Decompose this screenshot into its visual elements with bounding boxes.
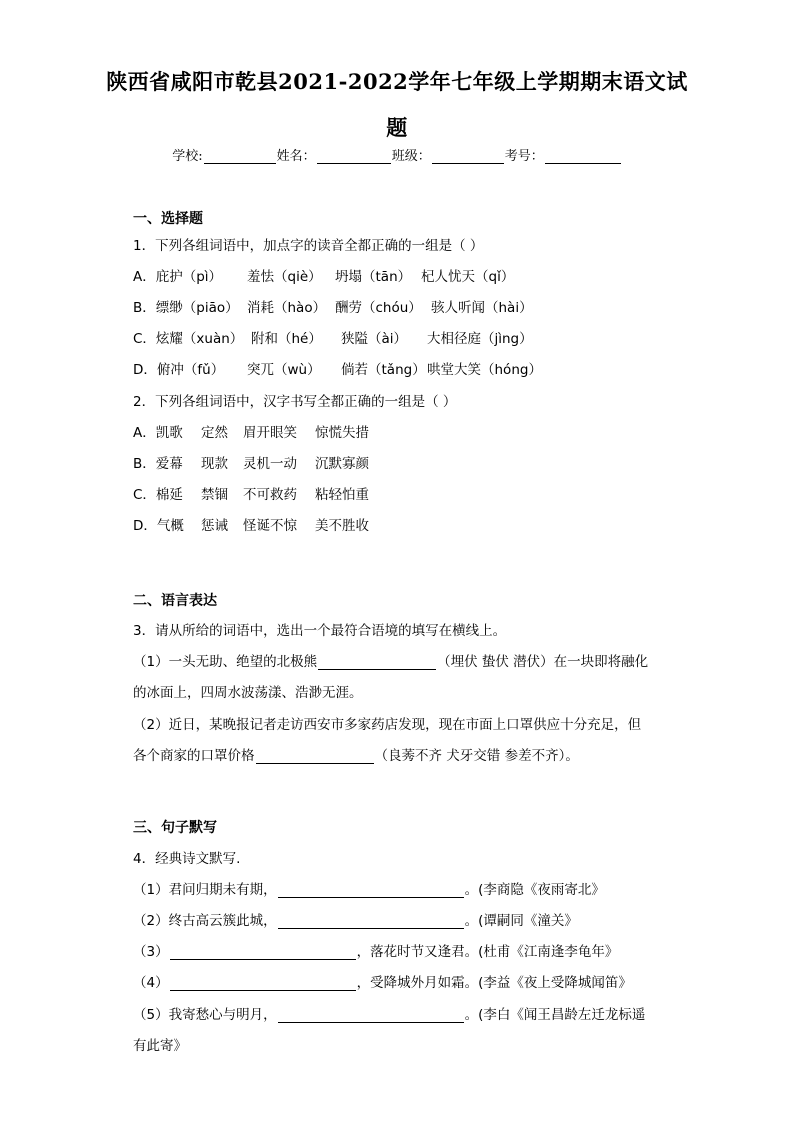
question-4-stem: 4．经典诗文默写. xyxy=(133,851,241,867)
question-4-item-5 xyxy=(133,1003,645,1023)
option-word: C．棉延 xyxy=(133,487,183,503)
option-word: B．爱幕 xyxy=(133,456,183,472)
dictation-prompt: （5）我寄愁心与明月， xyxy=(133,1007,277,1023)
option-word: A．凯歌 xyxy=(133,425,183,441)
option-word: D．俯冲（fǔ） xyxy=(133,362,225,378)
option-word: 沉默寡颜 xyxy=(315,456,369,472)
question-3-1 xyxy=(133,650,648,670)
document-title-continued: 题 xyxy=(386,115,408,140)
dictation-source: ，落花时节又逢君。(杜甫《江南逢李龟年》 xyxy=(356,944,619,960)
question-2-option-c[interactable] xyxy=(133,483,369,503)
school-blank[interactable] xyxy=(204,151,276,164)
question-4-item-5-continued: 有此寄》 xyxy=(133,1038,187,1054)
option-word: 灵机一动 xyxy=(243,456,297,472)
question-4-item-1 xyxy=(133,878,605,898)
option-word: A．庇护（pì） xyxy=(133,269,223,285)
question-1-option-d[interactable] xyxy=(133,358,542,378)
school-label: 学校: xyxy=(172,149,203,164)
option-word: 附和（hé） xyxy=(251,331,322,347)
question-4-item-4 xyxy=(133,971,632,991)
dictation-source: 。(谭嗣同《潼关》 xyxy=(464,913,578,929)
question-3-1-continued: 的冰面上，四周水波荡漾、浩渺无涯。 xyxy=(133,685,363,701)
name-label: 姓名： xyxy=(276,149,316,164)
question-4-item-2 xyxy=(133,909,578,929)
option-word: D．气概 xyxy=(133,518,184,534)
option-word: 定然 xyxy=(201,425,228,441)
question-2-option-b[interactable] xyxy=(133,452,369,472)
q3-1-answer-blank[interactable] xyxy=(318,657,436,670)
question-2-option-d[interactable] xyxy=(133,514,369,534)
option-word: 惊慌失措 xyxy=(315,425,369,441)
dictation-prompt: （4） xyxy=(133,975,169,991)
document-title: 陕西省咸阳市乾县2021-2022学年七年级上学期期末语文试 xyxy=(106,69,688,94)
question-3-2-continued xyxy=(133,744,579,764)
dictation-answer-blank[interactable] xyxy=(170,947,356,960)
name-blank[interactable] xyxy=(317,151,391,164)
dictation-answer-blank[interactable] xyxy=(170,978,356,991)
option-word: 大相径庭（jìng） xyxy=(427,331,533,347)
option-word: 美不胜收 xyxy=(315,518,369,534)
question-3-stem: 3．请从所给的词语中，选出一个最符合语境的填写在横线上。 xyxy=(133,623,507,639)
dictation-answer-blank[interactable] xyxy=(278,1010,464,1023)
dictation-source: ，受降城外月如霜。(李益《夜上受降城闻笛》 xyxy=(356,975,632,991)
q3-1-choices: （埋伏 蛰伏 潜伏）在一块即将融化 xyxy=(437,654,649,670)
option-word: 现款 xyxy=(201,456,228,472)
section-heading-dictation: 三、句子默写 xyxy=(133,820,217,836)
question-1-option-c[interactable] xyxy=(133,327,533,347)
option-word: 不可救药 xyxy=(243,487,297,503)
question-1-option-b[interactable] xyxy=(133,296,533,316)
option-word: C．炫耀（xuàn） xyxy=(133,331,244,347)
dictation-prompt: （1）君问归期未有期， xyxy=(133,882,277,898)
section-heading-expression: 二、语言表达 xyxy=(133,593,217,609)
q3-2-text: 各个商家的口罩价格 xyxy=(133,748,255,764)
option-word: 粘轻怕重 xyxy=(315,487,369,503)
option-word: 杞人忧天（qǐ） xyxy=(421,269,515,285)
option-word: 酬劳（chóu） xyxy=(335,300,422,316)
option-word: 突兀（wù） xyxy=(247,362,321,378)
class-label: 班级： xyxy=(391,149,431,164)
section-heading-choice: 一、选择题 xyxy=(133,211,203,227)
q3-1-text: （1）一头无助、绝望的北极熊 xyxy=(133,654,318,670)
student-info-row xyxy=(0,145,794,164)
dictation-source: 。(李白《闻王昌龄左迁龙标遥 xyxy=(464,1007,646,1023)
dictation-answer-blank[interactable] xyxy=(278,916,464,929)
option-word: 惩诫 xyxy=(201,518,228,534)
class-blank[interactable] xyxy=(432,151,504,164)
question-3-2: （2）近日，某晚报记者走访西安市多家药店发现，现在市面上口罩供应十分充足，但 xyxy=(133,717,642,733)
exam-no-blank[interactable] xyxy=(545,151,621,164)
option-word: 羞怯（qiè） xyxy=(247,269,322,285)
dictation-prompt: （2）终古高云簇此城， xyxy=(133,913,277,929)
option-word: 坍塌（tān） xyxy=(335,269,412,285)
question-2-option-a[interactable] xyxy=(133,421,369,441)
q3-2-answer-blank[interactable] xyxy=(256,751,374,764)
option-word: B．缥缈（piāo） xyxy=(133,300,239,316)
question-4-item-3 xyxy=(133,940,618,960)
dictation-answer-blank[interactable] xyxy=(278,885,464,898)
option-word: 眉开眼笑 xyxy=(243,425,297,441)
question-1-stem: 1．下列各组词语中，加点字的读音全都正确的一组是（ ） xyxy=(133,238,484,254)
option-word: 怪诞不惊 xyxy=(243,518,297,534)
dictation-prompt: （3） xyxy=(133,944,169,960)
question-1-option-a[interactable] xyxy=(133,265,514,285)
option-word: 哄堂大笑（hóng） xyxy=(427,362,542,378)
option-word: 消耗（hào） xyxy=(247,300,327,316)
option-word: 倘若（tǎng） xyxy=(341,362,426,378)
exam-no-label: 考号： xyxy=(504,149,544,164)
question-2-stem: 2．下列各组词语中，汉字书写全都正确的一组是（ ） xyxy=(133,394,457,410)
q3-2-choices: （良莠不齐 犬牙交错 参差不齐）。 xyxy=(374,748,579,764)
dictation-source: 。(李商隐《夜雨寄北》 xyxy=(464,882,605,898)
option-word: 骇人听闻（hài） xyxy=(431,300,533,316)
option-word: 狭隘（ài） xyxy=(341,331,408,347)
option-word: 禁锢 xyxy=(201,487,228,503)
